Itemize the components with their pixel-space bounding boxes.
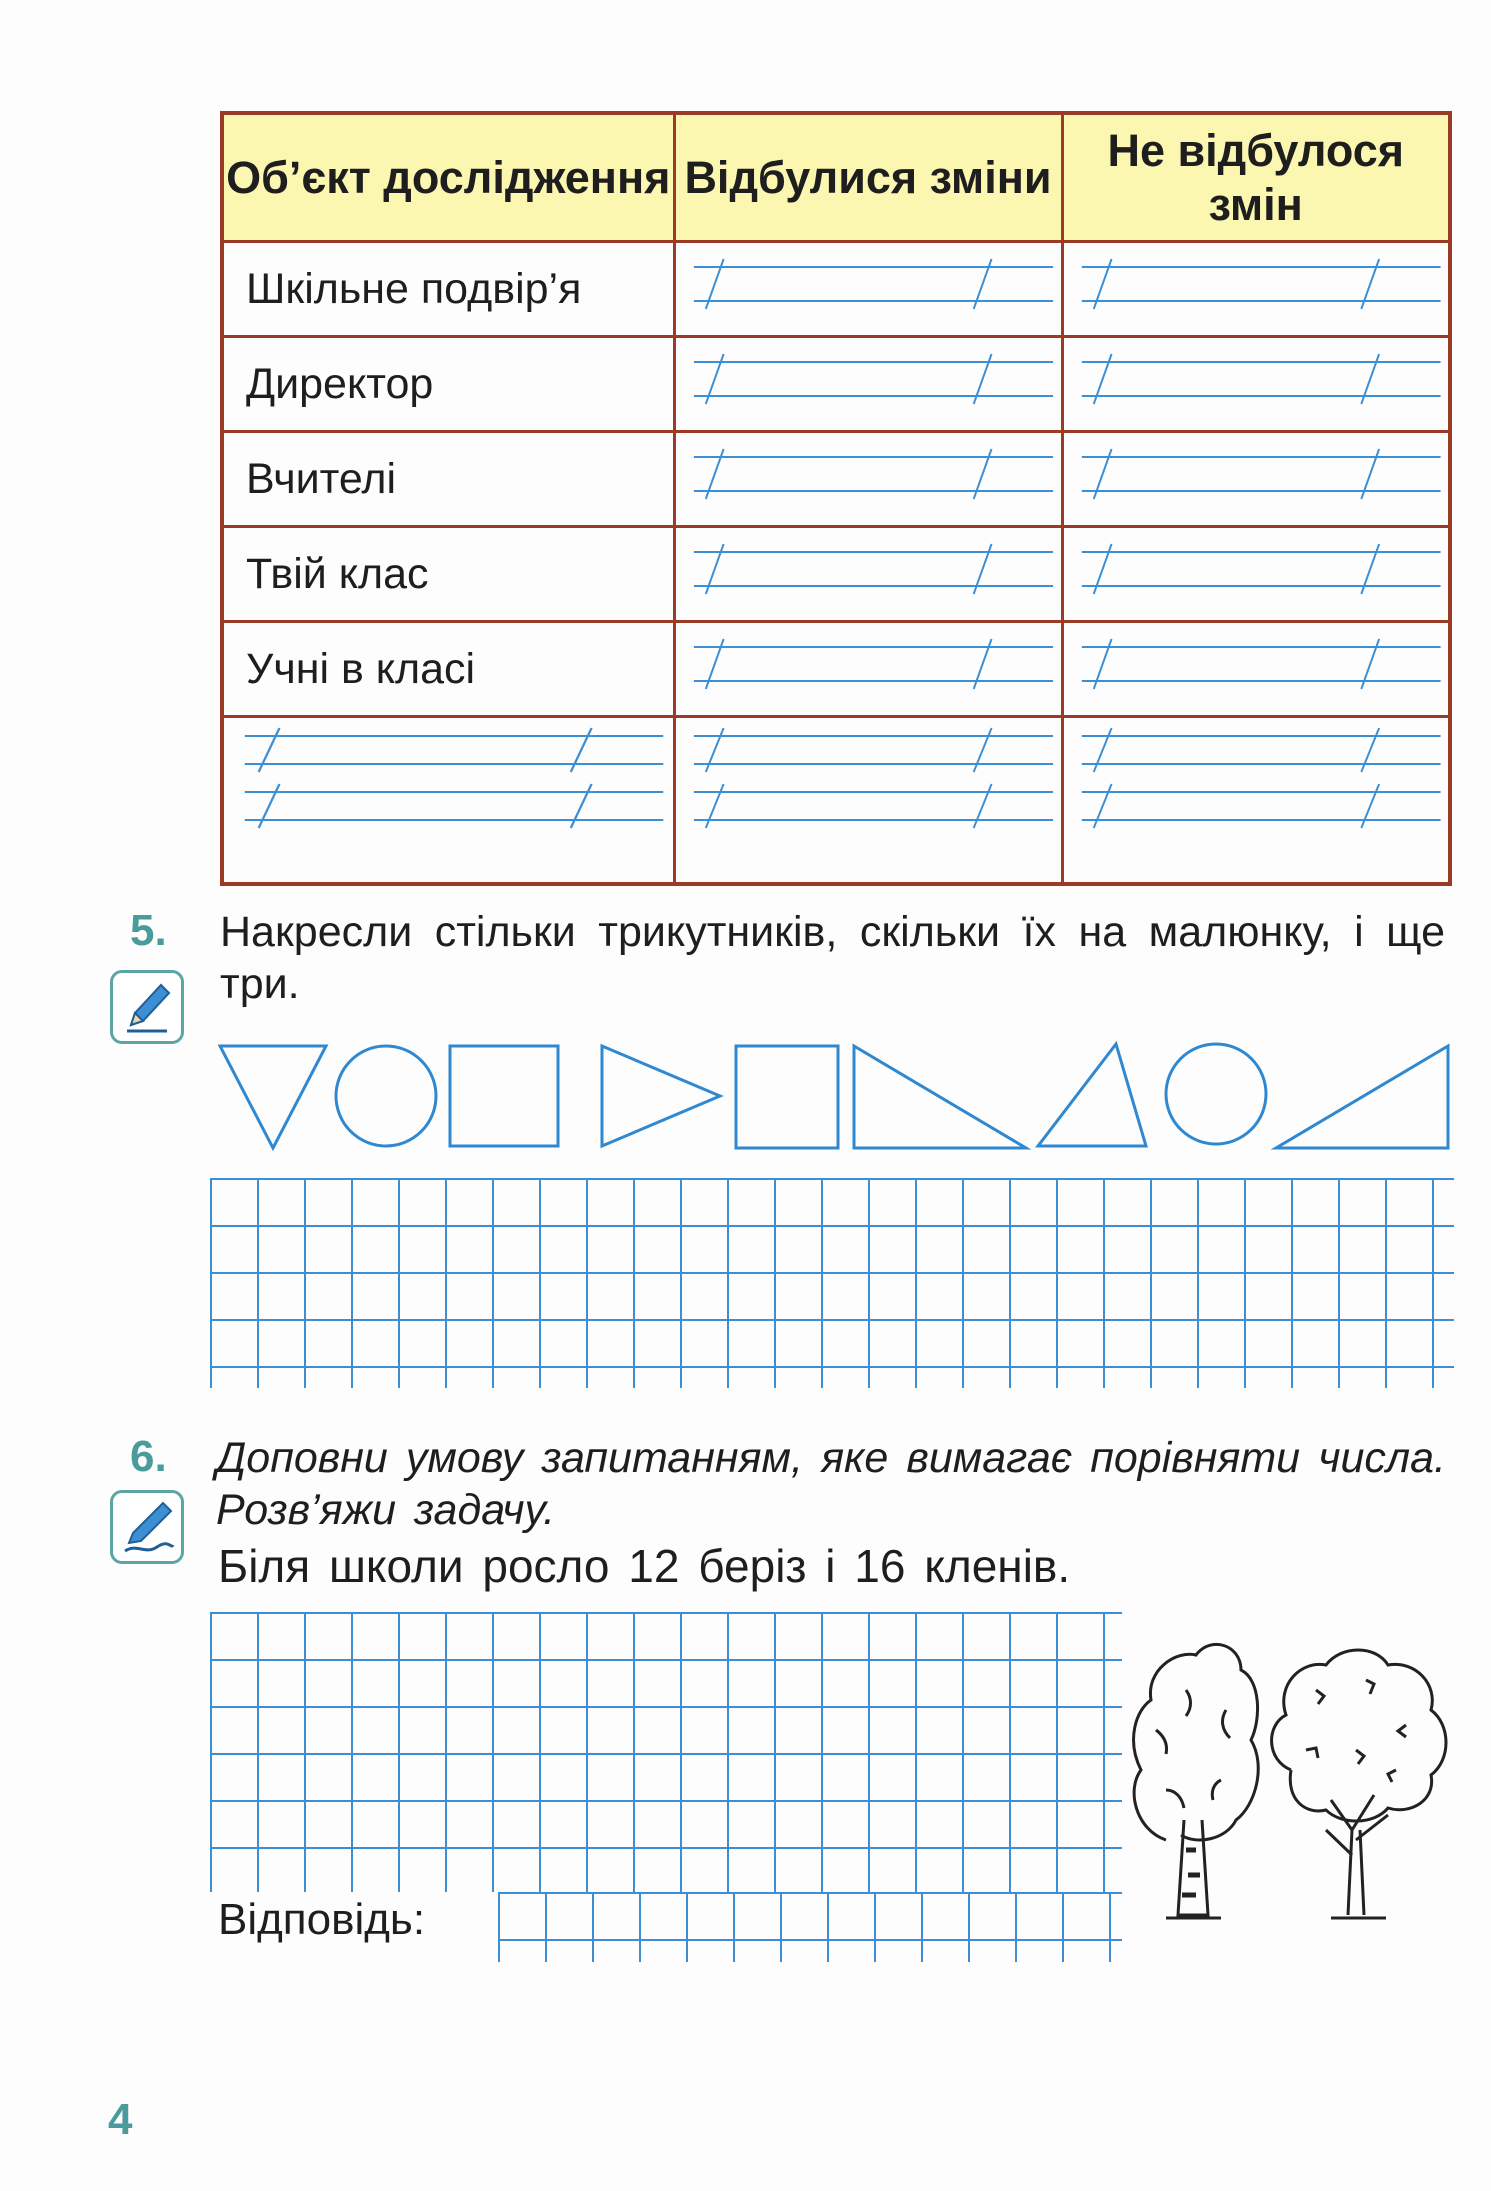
row-label: Вчителі bbox=[222, 432, 674, 527]
writing-guide-lines bbox=[1064, 433, 1449, 525]
shape-circle bbox=[336, 1046, 436, 1146]
row-label: Твій клас bbox=[222, 527, 674, 622]
shape-circle bbox=[1166, 1044, 1266, 1144]
answer-cell[interactable] bbox=[674, 432, 1062, 527]
writing-guide-lines bbox=[676, 338, 1061, 430]
answer-cell[interactable] bbox=[674, 622, 1062, 717]
writing-guide-lines bbox=[1064, 338, 1449, 430]
writing-guide-lines bbox=[1064, 243, 1449, 335]
writing-guide-lines bbox=[676, 528, 1061, 620]
maple-trunk bbox=[1326, 1795, 1388, 1915]
answer-cell[interactable] bbox=[1062, 432, 1450, 527]
answer-cell[interactable] bbox=[1062, 717, 1450, 885]
table-row bbox=[222, 337, 1450, 432]
row-label: Учні в класі bbox=[222, 622, 674, 717]
shape-rectangle bbox=[450, 1046, 558, 1146]
writing-guide-lines bbox=[1064, 528, 1449, 620]
task-6-number: 6. bbox=[130, 1432, 167, 1481]
answer-cell[interactable] bbox=[674, 717, 1062, 885]
task-6-instruction: Доповни умову запитанням, яке вимагає порівняти числа. Розв’яжи задачу. bbox=[216, 1434, 1446, 1534]
answer-cell[interactable] bbox=[1062, 622, 1450, 717]
writing-guide-lines bbox=[676, 243, 1061, 335]
page-number: 4 bbox=[108, 2095, 133, 2144]
birch-and-maple-trees bbox=[1126, 1630, 1456, 1930]
task-5-number: 5. bbox=[130, 906, 167, 955]
observation-table bbox=[220, 111, 1452, 886]
birch-trunk bbox=[1178, 1820, 1208, 1915]
header-changed: Відбулися зміни bbox=[674, 113, 1062, 242]
writing-guide-lines bbox=[1064, 718, 1449, 882]
task-6-condition: Біля школи росло 12 беріз і 16 кленів. bbox=[218, 1540, 1071, 1592]
answer-cell[interactable] bbox=[1062, 242, 1450, 337]
shape-triangle bbox=[1276, 1046, 1448, 1148]
writing-guide-lines bbox=[676, 623, 1061, 715]
answer-cell[interactable] bbox=[674, 527, 1062, 622]
drawing-grid[interactable] bbox=[210, 1178, 1454, 1388]
answer-cell[interactable] bbox=[1062, 337, 1450, 432]
table-row bbox=[222, 527, 1450, 622]
writing-guide-lines bbox=[224, 718, 673, 882]
answer-label: Відповідь: bbox=[218, 1895, 426, 1944]
shape-row bbox=[218, 1040, 1450, 1160]
table-row bbox=[222, 432, 1450, 527]
answer-cell[interactable] bbox=[222, 717, 674, 885]
shape-triangle bbox=[220, 1046, 326, 1148]
table-row bbox=[222, 622, 1450, 717]
row-label: Шкільне подвір’я bbox=[222, 242, 674, 337]
writing-guide-lines bbox=[676, 433, 1061, 525]
table-row bbox=[222, 242, 1450, 337]
table-row-blank bbox=[222, 717, 1450, 885]
pencil-icon bbox=[110, 970, 184, 1044]
shape-square bbox=[736, 1046, 838, 1148]
writing-guide-lines bbox=[1064, 623, 1449, 715]
pen-icon bbox=[110, 1490, 184, 1564]
shape-triangle bbox=[602, 1046, 720, 1146]
answer-cell[interactable] bbox=[674, 242, 1062, 337]
answer-cell[interactable] bbox=[1062, 527, 1450, 622]
shape-triangle bbox=[1038, 1044, 1146, 1146]
header-unchanged: Не відбулося змін bbox=[1062, 113, 1450, 242]
table-header-row bbox=[222, 113, 1450, 242]
writing-guide-lines bbox=[676, 718, 1061, 882]
answer-grid[interactable] bbox=[498, 1892, 1122, 1962]
solution-grid[interactable] bbox=[210, 1612, 1122, 1892]
task-5-text: Накресли стільки трикутників, скільки їх на малюнку, і ще три. bbox=[220, 908, 1445, 1008]
birch-crown bbox=[1134, 1644, 1259, 1840]
shape-triangle bbox=[854, 1046, 1026, 1148]
maple-crown bbox=[1272, 1650, 1446, 1821]
answer-cell[interactable] bbox=[674, 337, 1062, 432]
header-object: Об’єкт дослідження bbox=[222, 113, 674, 242]
row-label: Директор bbox=[222, 337, 674, 432]
